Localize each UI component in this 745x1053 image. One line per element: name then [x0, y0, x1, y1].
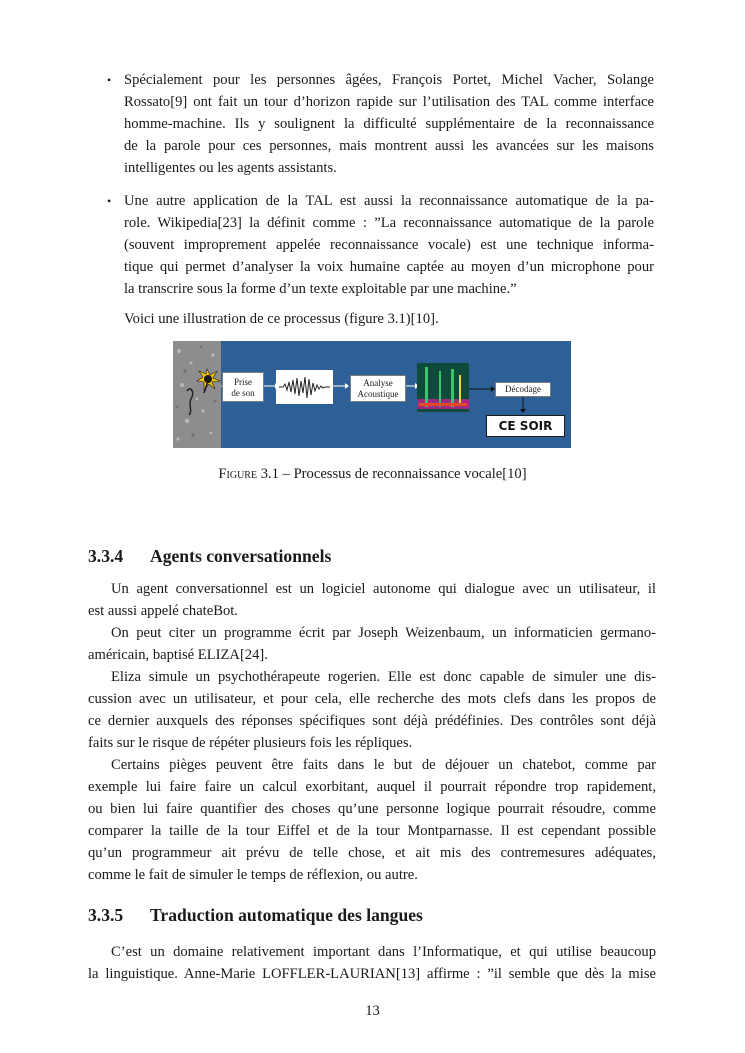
text-line: On peut citer un programme écrit par Joseph Weizenbaum, un informaticien germano-	[111, 625, 656, 641]
recognized-text-box: CE SOIR	[486, 415, 565, 437]
list-item-text	[124, 69, 654, 179]
text-line: Une autre application de la TAL est aussi la reconnaissance automatique de la pa-	[124, 193, 654, 209]
spectrogram-band	[439, 371, 441, 407]
spectrogram-band	[459, 375, 461, 405]
paragraph	[88, 666, 656, 754]
spectrogram-band	[425, 367, 428, 407]
flow-arrow-head	[345, 383, 349, 389]
text-line: ce dernier auxquels des réponses spécifiques sont déjà prédéfinies. Des contrôles sont déjà	[88, 713, 656, 729]
caption-label: Figure 3.1	[218, 466, 279, 482]
figure-caption	[0, 466, 745, 483]
page-number: 13	[365, 1003, 380, 1019]
section-title: Agents conversationnels	[150, 546, 332, 566]
speech-recognition-figure	[173, 341, 571, 448]
text-line: C’est un domaine relativement important dans l’Informatique, et qui utilise beaucoup	[111, 944, 656, 960]
flow-arrow-head	[520, 409, 526, 413]
spectrogram-band	[419, 403, 467, 406]
paragraph	[88, 941, 656, 985]
box-label: Prise	[234, 377, 252, 387]
stone-texture	[173, 341, 221, 448]
text-line: Voici une illustration de ce processus (figure 3.1)[10].	[124, 311, 439, 327]
text-line: Rossato[9] ont fait un tour d’horizon rapide sur l’utilisation des TAL comme interface	[124, 94, 654, 110]
text-line: américain, baptisé ELIZA[24].	[88, 647, 268, 663]
text-line: exemple lui faire faire un calcul exorbitant, auquel il pourrait répondre trop rapidement,	[88, 779, 656, 795]
text-line: Eliza simule un psychothérapeute rogerien. Elle est donc capable de simuler une dis-	[111, 669, 656, 685]
decoding-box	[495, 382, 551, 397]
text-line: faits sur le risque de répéter plusieurs fois les répliques.	[88, 735, 413, 751]
bullet-marker: •	[107, 194, 112, 208]
text-line: la transcrire sous la forme d’un texte exploitable par une machine.”	[124, 281, 517, 297]
text-line: role. Wikipedia[23] la définit comme : ”La reconnaissance automatique de la parole	[124, 215, 654, 231]
box-label: Décodage	[505, 384, 541, 394]
list-item-text	[124, 190, 654, 330]
text-line: (souvent improprement appelée reconnaissance vocale) est une technique informa-	[124, 237, 654, 253]
text-line: homme-machine. Ils y soulignent la difficulté supplémentaire de la reconnaissance	[124, 116, 654, 132]
text-line: Certains pièges peuvent être faits dans le but de déjouer un chatebot, comme par	[111, 757, 656, 773]
box-label: Acoustique	[357, 389, 399, 399]
section-number: 3.3.4	[88, 546, 124, 566]
text-line: intelligentes ou les agents assistants.	[124, 160, 337, 176]
text-line: cussion avec un utilisateur, et pour cela, elle recherche des mots clefs dans les propos de	[88, 691, 656, 707]
bullet-marker: •	[107, 73, 112, 87]
text-line: de la parole pour ces personnes, mais montrent aussi les avancées sur les maisons	[124, 138, 654, 154]
section-number: 3.3.5	[88, 905, 124, 925]
text-line: comparer la taille de la tour Eiffel et de la tour Montparnasse. Il est cependant possible	[88, 823, 656, 839]
paragraph	[88, 578, 656, 622]
spectrogram-band	[451, 369, 454, 407]
text-line: la linguistique. Anne-Marie LOFFLER-LAURIAN[13] affirme : ”il semble que dès la mise	[88, 966, 656, 982]
text-line: est aussi appelé chateBot.	[88, 603, 238, 619]
section-heading	[88, 546, 331, 567]
text-line: Un agent conversationnel est un logiciel autonome qui dialogue avec un utilisateur, il	[111, 581, 656, 597]
paragraph	[88, 622, 656, 666]
acoustic-analysis-box	[350, 375, 406, 402]
text-line: tique qui permet d’analyser la voix humaine captée au moyen d’un microphone pour	[124, 259, 654, 275]
box-label: de son	[231, 388, 255, 398]
box-label: Analyse	[363, 378, 393, 388]
text-line: Spécialement pour les personnes âgées, François Portet, Michel Vacher, Solange	[124, 72, 654, 88]
sound-capture-box	[222, 372, 264, 402]
section-heading	[88, 905, 423, 926]
paragraph	[88, 754, 656, 886]
text-line: ou bien lui faire quantifier des choses qu’une personne logique pourrait résoudre, comme	[88, 801, 656, 817]
caption-text: – Processus de reconnaissance vocale[10]	[278, 466, 527, 482]
text-line: comme le fait de simuler le temps de réflexion, ou autre.	[88, 867, 418, 883]
text-line: qu’un programmeur ait prévu de telle chose, et ait mis des contremesures adéquates,	[88, 845, 656, 861]
section-title: Traduction automatique des langues	[150, 905, 423, 925]
